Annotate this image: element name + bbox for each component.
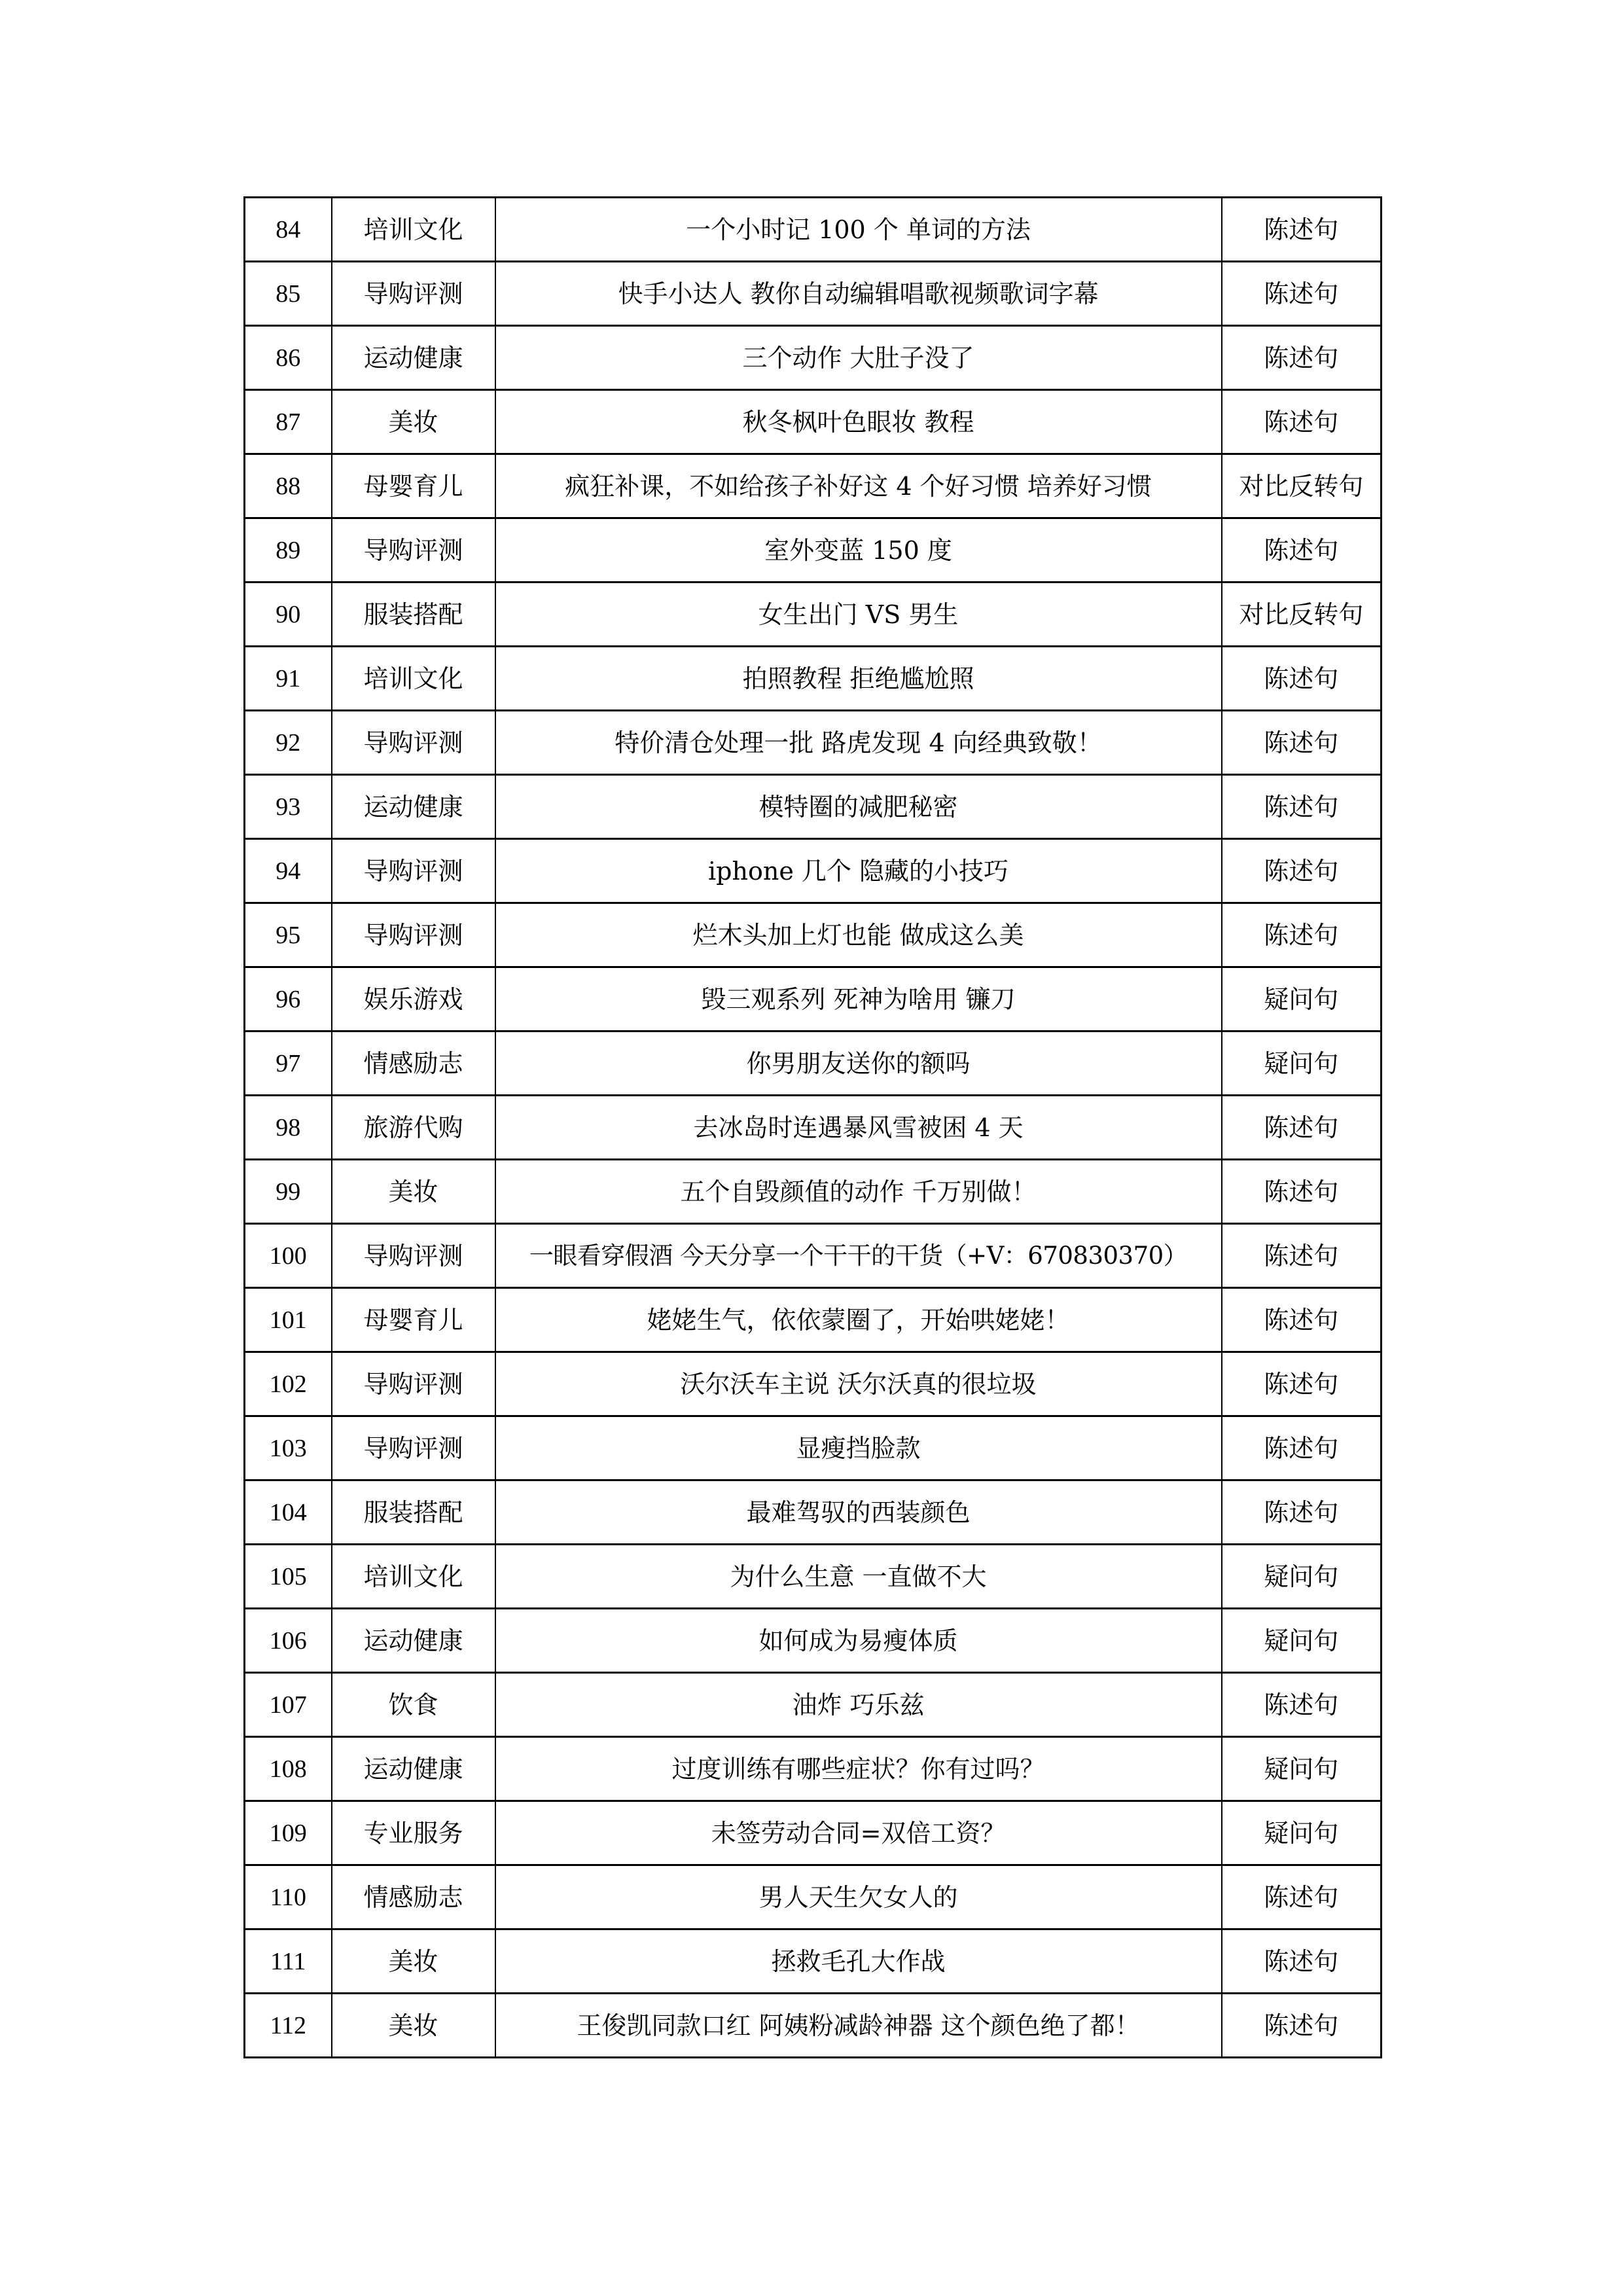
title-cell: 未签劳动合同=双倍工资？	[495, 1801, 1222, 1865]
sentence-type-cell: 陈述句	[1222, 326, 1382, 390]
table-row	[245, 1031, 1382, 1096]
title-cell: 拍照教程 拒绝尴尬照	[495, 647, 1222, 711]
title-cell: 你男朋友送你的额吗	[495, 1031, 1222, 1096]
row-number-cell: 88	[245, 454, 332, 518]
category-cell: 运动健康	[332, 775, 495, 839]
title-cell: 特价清仓处理一批 路虎发现 4 向经典致敬！	[495, 711, 1222, 775]
category-cell: 服装搭配	[332, 583, 495, 647]
category-cell: 导购评测	[332, 1224, 495, 1288]
title-cell: 三个动作 大肚子没了	[495, 326, 1222, 390]
row-number-cell: 99	[245, 1160, 332, 1224]
title-cell: 秋冬枫叶色眼妆 教程	[495, 390, 1222, 454]
category-cell: 导购评测	[332, 839, 495, 903]
table-row	[245, 1609, 1382, 1673]
sentence-type-cell: 对比反转句	[1222, 583, 1382, 647]
sentence-type-cell: 陈述句	[1222, 1994, 1382, 2058]
category-cell: 导购评测	[332, 518, 495, 583]
category-cell: 美妆	[332, 1160, 495, 1224]
row-number-cell: 111	[245, 1929, 332, 1994]
category-cell: 运动健康	[332, 326, 495, 390]
row-number-cell: 107	[245, 1673, 332, 1737]
row-number-cell: 91	[245, 647, 332, 711]
sentence-type-cell: 陈述句	[1222, 1160, 1382, 1224]
category-cell: 情感励志	[332, 1031, 495, 1096]
row-number-cell: 86	[245, 326, 332, 390]
category-cell: 导购评测	[332, 262, 495, 326]
category-cell: 饮食	[332, 1673, 495, 1737]
category-cell: 情感励志	[332, 1865, 495, 1929]
row-number-cell: 106	[245, 1609, 332, 1673]
title-cell: 王俊凯同款口红 阿姨粉减龄神器 这个颜色绝了都！	[495, 1994, 1222, 2058]
row-number-cell: 94	[245, 839, 332, 903]
table-row	[245, 1160, 1382, 1224]
category-cell: 运动健康	[332, 1609, 495, 1673]
title-cell: 毁三观系列 死神为啥用 镰刀	[495, 967, 1222, 1031]
row-number-cell: 108	[245, 1737, 332, 1801]
table-row	[245, 1929, 1382, 1994]
table-row	[245, 326, 1382, 390]
table-row	[245, 1288, 1382, 1352]
title-cell: 室外变蓝 150 度	[495, 518, 1222, 583]
row-number-cell: 102	[245, 1352, 332, 1416]
title-cell: 过度训练有哪些症状？你有过吗？	[495, 1737, 1222, 1801]
table-body	[245, 198, 1382, 2058]
category-cell: 培训文化	[332, 198, 495, 262]
table-row	[245, 518, 1382, 583]
table-row	[245, 839, 1382, 903]
row-number-cell: 109	[245, 1801, 332, 1865]
row-number-cell: 105	[245, 1545, 332, 1609]
table-row	[245, 1480, 1382, 1545]
category-cell: 导购评测	[332, 1352, 495, 1416]
table-row	[245, 1865, 1382, 1929]
sentence-type-cell: 陈述句	[1222, 647, 1382, 711]
title-cell: 拯救毛孔大作战	[495, 1929, 1222, 1994]
category-cell: 美妆	[332, 1994, 495, 2058]
sentence-type-cell: 陈述句	[1222, 1416, 1382, 1480]
title-cell: 男人天生欠女人的	[495, 1865, 1222, 1929]
category-cell: 美妆	[332, 390, 495, 454]
sentence-type-cell: 陈述句	[1222, 262, 1382, 326]
row-number-cell: 87	[245, 390, 332, 454]
sentence-type-cell: 陈述句	[1222, 1480, 1382, 1545]
sentence-type-cell: 陈述句	[1222, 1288, 1382, 1352]
title-cell: 一个小时记 100 个 单词的方法	[495, 198, 1222, 262]
sentence-type-cell: 疑问句	[1222, 1801, 1382, 1865]
sentence-type-cell: 陈述句	[1222, 1096, 1382, 1160]
title-cell: 模特圈的减肥秘密	[495, 775, 1222, 839]
table-row	[245, 1352, 1382, 1416]
title-cell: 沃尔沃车主说 沃尔沃真的很垃圾	[495, 1352, 1222, 1416]
title-cell: 姥姥生气，依依蒙圈了，开始哄姥姥！	[495, 1288, 1222, 1352]
sentence-type-cell: 疑问句	[1222, 967, 1382, 1031]
sentence-type-cell: 陈述句	[1222, 198, 1382, 262]
title-cell: 一眼看穿假酒 今天分享一个干干的干货（+V：670830370）	[495, 1224, 1222, 1288]
sentence-type-cell: 疑问句	[1222, 1737, 1382, 1801]
row-number-cell: 100	[245, 1224, 332, 1288]
table-row	[245, 1737, 1382, 1801]
title-cell: 油炸 巧乐兹	[495, 1673, 1222, 1737]
row-number-cell: 84	[245, 198, 332, 262]
row-number-cell: 89	[245, 518, 332, 583]
table-row	[245, 1801, 1382, 1865]
title-classification-table	[243, 196, 1382, 2058]
sentence-type-cell: 陈述句	[1222, 1224, 1382, 1288]
table-row	[245, 1224, 1382, 1288]
table-row	[245, 583, 1382, 647]
sentence-type-cell: 陈述句	[1222, 1673, 1382, 1737]
table-row	[245, 454, 1382, 518]
title-cell: 最难驾驭的西装颜色	[495, 1480, 1222, 1545]
row-number-cell: 92	[245, 711, 332, 775]
table-row	[245, 1096, 1382, 1160]
title-cell: 显瘦挡脸款	[495, 1416, 1222, 1480]
category-cell: 母婴育儿	[332, 454, 495, 518]
sentence-type-cell: 陈述句	[1222, 903, 1382, 967]
table-row	[245, 1673, 1382, 1737]
table-row	[245, 1416, 1382, 1480]
category-cell: 服装搭配	[332, 1480, 495, 1545]
row-number-cell: 90	[245, 583, 332, 647]
table-row	[245, 967, 1382, 1031]
table-row	[245, 903, 1382, 967]
category-cell: 美妆	[332, 1929, 495, 1994]
sentence-type-cell: 对比反转句	[1222, 454, 1382, 518]
category-cell: 培训文化	[332, 647, 495, 711]
table-row	[245, 711, 1382, 775]
row-number-cell: 101	[245, 1288, 332, 1352]
title-cell: 快手小达人 教你自动编辑唱歌视频歌词字幕	[495, 262, 1222, 326]
category-cell: 导购评测	[332, 711, 495, 775]
table-row	[245, 1994, 1382, 2058]
row-number-cell: 110	[245, 1865, 332, 1929]
sentence-type-cell: 疑问句	[1222, 1545, 1382, 1609]
sentence-type-cell: 陈述句	[1222, 390, 1382, 454]
sentence-type-cell: 陈述句	[1222, 839, 1382, 903]
sentence-type-cell: 陈述句	[1222, 1352, 1382, 1416]
category-cell: 培训文化	[332, 1545, 495, 1609]
row-number-cell: 93	[245, 775, 332, 839]
table-row	[245, 390, 1382, 454]
title-cell: 烂木头加上灯也能 做成这么美	[495, 903, 1222, 967]
row-number-cell: 97	[245, 1031, 332, 1096]
category-cell: 娱乐游戏	[332, 967, 495, 1031]
sentence-type-cell: 疑问句	[1222, 1609, 1382, 1673]
table-row	[245, 262, 1382, 326]
sentence-type-cell: 陈述句	[1222, 775, 1382, 839]
title-cell: 五个自毁颜值的动作 千万别做！	[495, 1160, 1222, 1224]
table-row	[245, 647, 1382, 711]
title-cell: 去冰岛时连遇暴风雪被困 4 天	[495, 1096, 1222, 1160]
category-cell: 运动健康	[332, 1737, 495, 1801]
sentence-type-cell: 陈述句	[1222, 518, 1382, 583]
sentence-type-cell: 陈述句	[1222, 1929, 1382, 1994]
category-cell: 导购评测	[332, 903, 495, 967]
sentence-type-cell: 疑问句	[1222, 1031, 1382, 1096]
row-number-cell: 96	[245, 967, 332, 1031]
row-number-cell: 104	[245, 1480, 332, 1545]
row-number-cell: 98	[245, 1096, 332, 1160]
sentence-type-cell: 陈述句	[1222, 711, 1382, 775]
category-cell: 母婴育儿	[332, 1288, 495, 1352]
sentence-type-cell: 陈述句	[1222, 1865, 1382, 1929]
title-cell: 如何成为易瘦体质	[495, 1609, 1222, 1673]
category-cell: 导购评测	[332, 1416, 495, 1480]
table-row	[245, 1545, 1382, 1609]
row-number-cell: 95	[245, 903, 332, 967]
table-row	[245, 775, 1382, 839]
category-cell: 旅游代购	[332, 1096, 495, 1160]
category-cell: 专业服务	[332, 1801, 495, 1865]
table-row	[245, 198, 1382, 262]
title-cell: 为什么生意 一直做不大	[495, 1545, 1222, 1609]
row-number-cell: 85	[245, 262, 332, 326]
title-cell: 疯狂补课，不如给孩子补好这 4 个好习惯 培养好习惯	[495, 454, 1222, 518]
row-number-cell: 112	[245, 1994, 332, 2058]
title-cell: iphone 几个 隐藏的小技巧	[495, 839, 1222, 903]
title-cell: 女生出门 VS 男生	[495, 583, 1222, 647]
row-number-cell: 103	[245, 1416, 332, 1480]
